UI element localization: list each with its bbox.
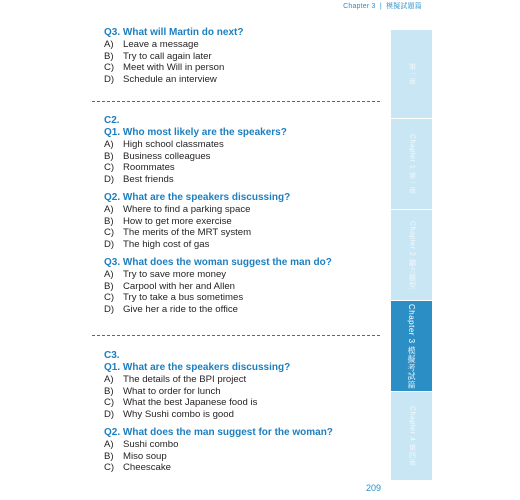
section-c3 (104, 350, 384, 474)
option-a: A) High school classmates (104, 139, 224, 150)
option-b: B) Business colleagues (104, 150, 211, 162)
question-block-c2-q2 (104, 192, 384, 250)
page-number: 209 (366, 483, 382, 493)
option-b: B) Carpool with her and Allen (104, 280, 235, 292)
question-block-c2-q1 (104, 127, 384, 185)
chapter-tab-label: 第一章 (408, 62, 416, 86)
chapter-tab-2[interactable] (391, 210, 432, 300)
header-title: 模擬試題篇 (386, 3, 422, 10)
question-title: Q1. What are the speakers discussing? (104, 362, 291, 373)
running-header (343, 1, 422, 11)
chapter-tab-3-active[interactable] (391, 301, 432, 391)
option-c: C) The merits of the MRT system (104, 227, 252, 238)
option-b: B) How to get more exercise (104, 215, 232, 227)
option-a: A) Try to save more money (104, 269, 227, 280)
option-b: B) Miso soup (104, 450, 167, 462)
option-c: C) Cheescake (104, 462, 171, 473)
option-d: D) Best friends (104, 173, 174, 185)
question-title: Q2. What does the man suggest for the woman? (104, 427, 333, 438)
option-d: D) Why Sushi combo is good (104, 408, 234, 420)
question-block-c3-q2 (104, 427, 384, 474)
question-block-c3-q1 (104, 362, 384, 420)
section-divider (92, 335, 380, 336)
chapter-tab-label: Chapter 2 聽力題型 (408, 221, 416, 289)
question-title: Q3. What will Martin do next? (104, 27, 244, 38)
option-c: C) What the best Japanese food is (104, 397, 258, 408)
question-block-c1-q3 (104, 27, 384, 85)
chapter-tab-4[interactable] (391, 392, 432, 480)
question-block-c2-q3 (104, 257, 384, 315)
option-d: D) The high cost of gas (104, 238, 210, 250)
question-content (104, 27, 384, 85)
option-b: B) Try to call again later (104, 50, 212, 62)
section-divider (92, 101, 380, 102)
option-b: B) What to order for lunch (104, 385, 221, 397)
option-d: D) Give her a ride to the office (104, 303, 239, 315)
option-a: A) Leave a message (104, 39, 199, 50)
chapter-tab-label: Chapter 3 模擬考試篇 (407, 303, 416, 389)
option-a: A) Sushi combo (104, 439, 179, 450)
chapter-tab-label: Chapter 1 第一章 (408, 133, 416, 195)
option-d: D) Schedule an interview (104, 73, 217, 85)
option-c: C) Meet with Will in person (104, 62, 225, 73)
option-a: A) Where to find a parking space (104, 204, 251, 215)
section-c2 (104, 115, 384, 315)
chapter-tab-intro[interactable] (391, 30, 432, 118)
section-label: C2. (104, 115, 120, 126)
option-c: C) Roommates (104, 162, 175, 173)
question-title: Q1. Who most likely are the speakers? (104, 127, 287, 138)
chapter-tab-1[interactable] (391, 119, 432, 209)
header-separator: | (379, 3, 382, 10)
option-a: A) The details of the BPI project (104, 374, 247, 385)
option-c: C) Try to take a bus sometimes (104, 292, 244, 303)
chapter-sidebar (391, 30, 432, 480)
chapter-tab-label: Chapter 4 第四章 (408, 405, 416, 467)
question-title: Q2. What are the speakers discussing? (104, 192, 291, 203)
header-chapter: Chapter 3 (343, 3, 376, 10)
section-label: C3. (104, 350, 120, 361)
question-title: Q3. What does the woman suggest the man do? (104, 257, 332, 268)
